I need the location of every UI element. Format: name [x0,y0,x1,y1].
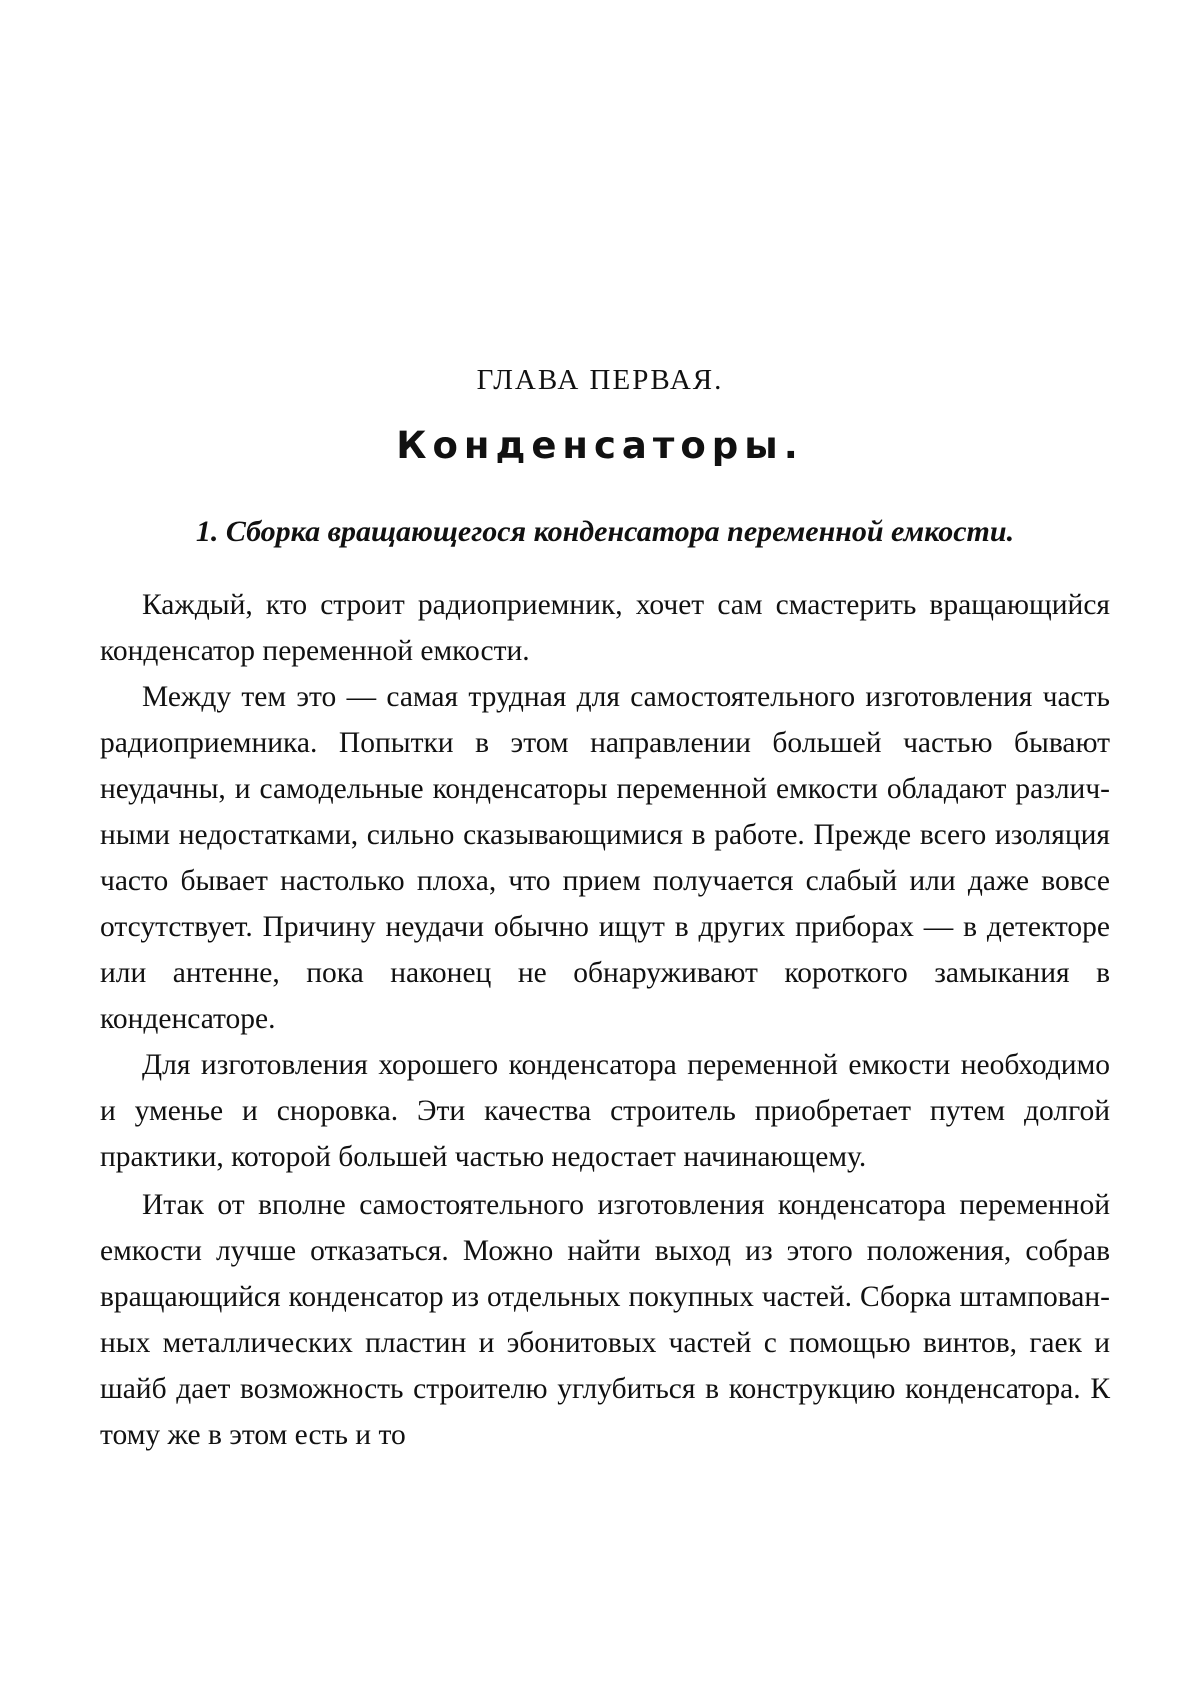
paragraph-1: Каждый, кто строит радиоприемник, хочет сам смастерить вращающийся конденсатор переменной емкости. [100,589,1110,667]
paragraph-2: Между тем это — самая трудная для самостоятельного изготовления часть радиоприемника. Попытки в этом направлении большей частью бывают неудачны, и самодельные конденсаторы переменной емкости обладают различными недостатками, сильно сказывающимися в работе. Прежде всего изоляция часто бывает настолько плоха, что прием получается слабый или даже вовсе отсутствует. Причину неудачи обычно ищут в других приборах — в детекторе или антенне, пока наконец не обнаруживают короткого замыкания в конденсаторе. [100,681,1110,1035]
chapter-label: ГЛАВА ПЕРВАЯ. [476,364,724,396]
chapter-title: Конденсаторы. [396,424,804,467]
section-heading: 1. Сборка вращающегося конденсатора переменной емкости. [195,515,1015,548]
paragraph-4: Итак от вполне самостоятельного изготовления конденсатора переменной емкости лучше отказаться. Можно найти выход из этого положения, собрав вращающийся конденсатор из отдельных покупных частей. Сборка штампованных металлических пластин и эбонитовых частей с помощью винтов, гаек и шайб дает возможность строителю углубиться в конструкцию конденсатора. К тому же в этом есть и то [100,1189,1110,1451]
body-text [100,582,1110,1458]
paragraph-3: Для изготовления хорошего конденсатора переменной емкости необходимо и уменье и сноровка. Эти качества строитель приобретает путем долгой практики, которой большей частью недостает начинающему. [100,1049,1110,1173]
